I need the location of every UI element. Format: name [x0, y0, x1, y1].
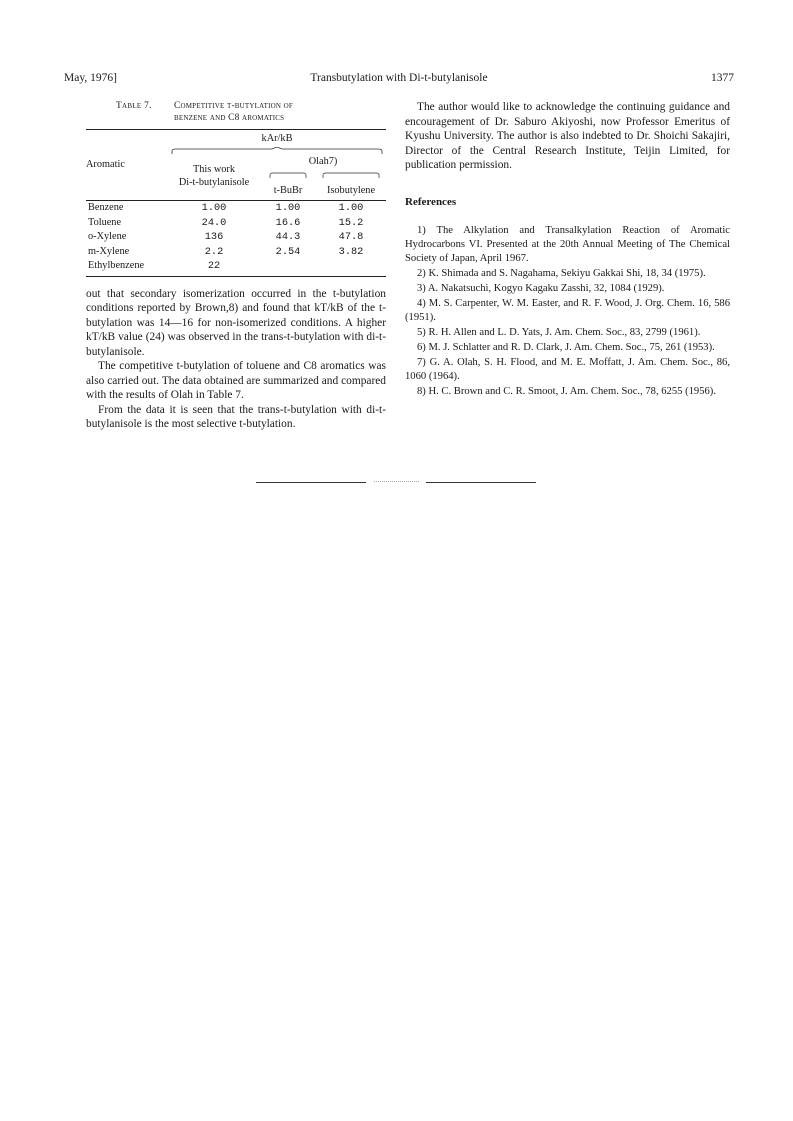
tbubr-label: t-BuBr: [273, 184, 303, 196]
table-caption: [116, 100, 386, 124]
table-row: [86, 216, 386, 231]
this-work-cell: 22: [207, 260, 221, 273]
isobutylene-cell: 15.2: [338, 216, 364, 229]
this-work-label: This work: [192, 164, 236, 176]
aromatic-cell: Ethylbenzene: [88, 260, 145, 272]
reference-item: 5) R. H. Allen and L. D. Yats, J. Am. Chem. Soc., 83, 2799 (1961).: [417, 327, 701, 338]
tbubr-cell: [260, 259, 316, 274]
table-row: [86, 259, 386, 274]
header-brace-right: [321, 172, 381, 178]
tbubr-cell: 44.3: [275, 231, 301, 244]
page-number: 1377: [711, 72, 734, 84]
isobutylene-cell: 3.82: [338, 245, 364, 258]
running-head: [64, 72, 734, 88]
aromatic-cell: o-Xylene: [88, 231, 127, 243]
tbubr-cell: 16.6: [275, 216, 301, 229]
tbubr-cell: 1.00: [275, 202, 301, 215]
isobutylene-cell: [316, 259, 386, 274]
di-t-butylanisole-label: Di-t-butylanisole: [178, 177, 250, 189]
reference-item: 6) M. J. Schlatter and R. D. Clark, J. Am. Chem. Soc., 75, 261 (1953).: [417, 342, 715, 353]
paragraph-isomerization: out that secondary isomerization occurred in the t-butylation conditions reported by Brown,8) and found that kT/kB of the t-butylation was 14—16 for non-isomerized conditions. A higher kT/kB value (24) was observed in the trans-t-butylation with di-t-butylanisole.: [86, 287, 386, 358]
paragraph-conclusion: From the data it is seen that the trans-t-butylation with di-t-butylanisole is the most selective t-butylation.: [86, 403, 386, 431]
table-title-line-2: benzene and C8 aromatics: [174, 113, 285, 123]
header-brace-left: [268, 172, 308, 178]
this-work-cell: 136: [204, 231, 224, 244]
acknowledgement: The author would like to acknowledge the continuing guidance and encouragement of Dr. Saburo Akiyoshi, now Professor Emeritus of Kyushu University. The author is also indebted to Dr. Shoichi Sakajiri, Director of the Central Research Institute, Teijin Limited, for publication permission.: [405, 101, 730, 171]
table-body: [86, 201, 386, 274]
reference-item: 1) The Alkylation and Transalkylation Reaction of Aromatic Hydrocarbons VI. Presented at the 20th Annual Meeting of The Chemical Society of Japan, April 1967.: [405, 225, 730, 264]
reference-item: 4) M. S. Carpenter, W. M. Easter, and R. F. Wood, J. Org. Chem. 16, 586 (1951).: [405, 298, 730, 323]
reference-item: 7) G. A. Olah, S. H. Flood, and M. E. Moffatt, J. Am. Chem. Soc., 86, 1060 (1964).: [405, 357, 730, 382]
column-header-aromatic: Aromatic: [86, 158, 125, 170]
references-heading: References: [405, 195, 457, 208]
right-column: [405, 100, 730, 400]
left-column: [86, 100, 386, 432]
running-head-date: May, 1976]: [64, 72, 117, 84]
this-work-cell: 1.00: [201, 202, 227, 215]
table-number: Table 7.: [116, 101, 152, 111]
paragraph-competitive: The competitive t-butylation of toluene and C8 aromatics was also carried out. The data obtained are summarized and compared with the results of Olah in Table 7.: [86, 360, 386, 402]
aromatic-cell: Toluene: [88, 216, 122, 228]
running-head-title: Transbutylation with Di-t-butylanisole: [310, 72, 488, 84]
isobutylene-label: Isobutylene: [326, 184, 376, 196]
isobutylene-cell: 1.00: [338, 202, 364, 215]
aromatic-cell: Benzene: [88, 202, 124, 214]
table-row: [86, 230, 386, 245]
table-row: [86, 201, 386, 216]
column-header-isobutylene: [316, 169, 386, 198]
reference-item: 8) H. C. Brown and C. R. Smoot, J. Am. Chem. Soc., 78, 6255 (1956).: [417, 386, 716, 397]
table-title-line-1: Competitive t-butylation of: [174, 101, 294, 111]
column-header-tbubr: [260, 169, 316, 198]
end-rule: [256, 482, 536, 483]
table-row: [86, 245, 386, 260]
reference-item: 2) K. Shimada and S. Nagahama, Sekiyu Gakkai Shi, 18, 34 (1975).: [417, 268, 706, 279]
column-header-this-work: [168, 155, 260, 199]
tbubr-cell: 2.54: [275, 245, 301, 258]
this-work-cell: 24.0: [201, 216, 227, 229]
table-7: [86, 129, 386, 277]
column-header-olah: Olah7): [308, 155, 338, 167]
reference-item: 3) A. Nakatsuchi, Kogyo Kagaku Zasshi, 32, 1084 (1929).: [417, 283, 665, 294]
aromatic-cell: m-Xylene: [88, 245, 130, 257]
column-header-rate-ratio: kAr/kB: [261, 133, 293, 144]
header-brace-wide: [168, 147, 386, 155]
reference-list: [405, 224, 730, 399]
isobutylene-cell: 47.8: [338, 231, 364, 244]
this-work-cell: 2.2: [204, 245, 224, 258]
